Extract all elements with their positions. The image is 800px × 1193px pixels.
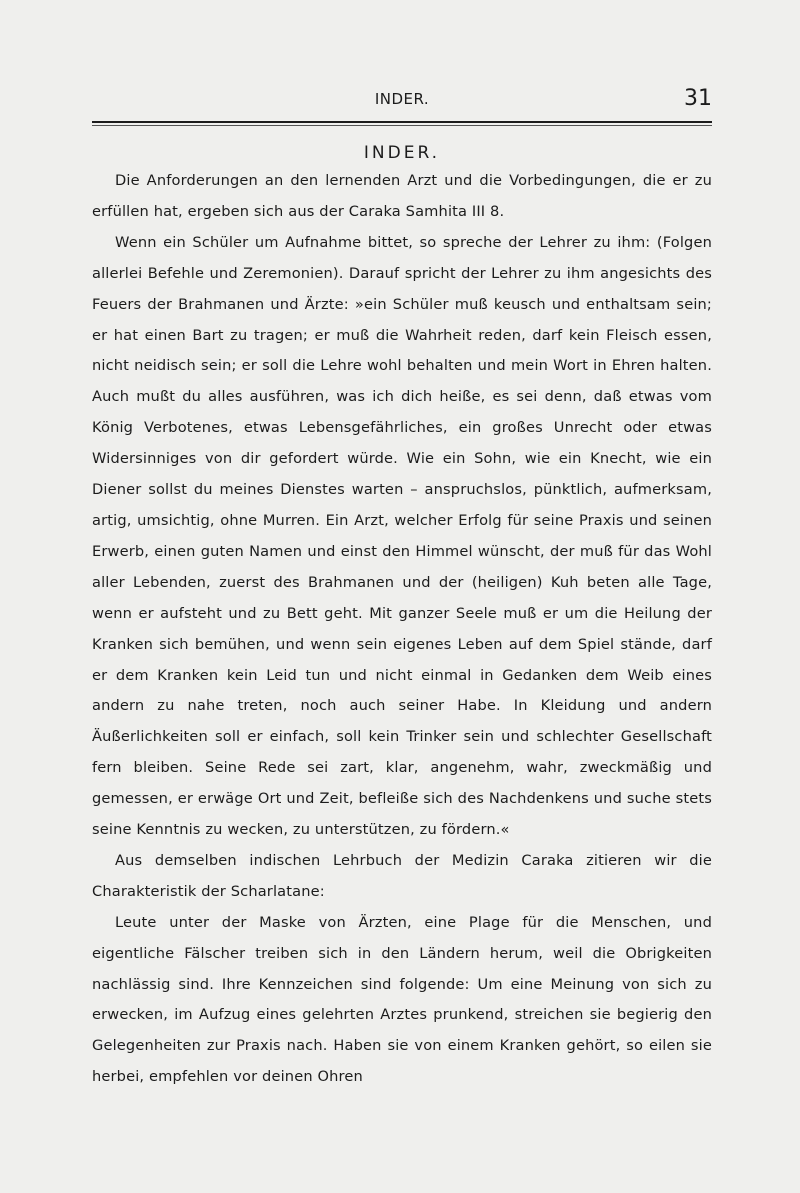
paragraph: Die Anforderungen an den lernenden Arzt und die Vorbedingungen, die er zu erfüllen hat, ergeben sich aus der Caraka Samhita III 8. <box>92 172 712 220</box>
body-text <box>92 166 712 1093</box>
page-number: 31 <box>684 86 712 111</box>
paragraph: Leute unter der Maske von Ärzten, eine Plage für die Menschen, und eigentliche Fälscher treiben sich in den Ländern herum, weil die Obrigkeiten nachlässig sind. Ihre Kennzeichen sind folgende: Um eine Meinung von sich zu erwecken, im Aufzug eines gelehrten Arztes prunkend, streichen sie begierig den Gelegenheiten zur Praxis nach. Haben sie von einem Kranken gehört, so eilen sie herbei, empfehlen vor deinen Ohren <box>92 913 712 1086</box>
running-title: INDER. <box>374 90 430 108</box>
running-header <box>92 86 712 116</box>
chapter-title: INDER. <box>363 143 441 163</box>
paragraph: Wenn ein Schüler um Aufnahme bittet, so spreche der Lehrer zu ihm: (Folgen allerlei Befehle und Zeremonien). Darauf spricht der Lehrer zu ihm angesichts des Feuers der Brahmanen und Ärzte: »ein Schüler muß keusch und enthaltsam sein; er hat einen Bart zu tragen; er muß die Wahrheit reden, darf kein Fleisch essen, nicht neidisch sein; er soll die Lehre wohl behalten und mein Wort in Ehren halten. Auch mußt du alles ausführen, was ich dich heiße, es sei denn, daß etwas vom König Verbotenes, etwas Lebensgefährliches, ein großes Unrecht oder etwas Widersinniges von dir gefordert würde. Wie ein Sohn, wie ein Knecht, wie ein Diener sollst du meines Dienstes warten – anspruchslos, pünktlich, aufmerksam, artig, umsichtig, ohne Murren. Ein Arzt, welcher Erfolg für seine Praxis und seinen Erwerb, einen guten Namen und einst den Himmel wünscht, der muß für das Wohl aller Lebenden, zuerst des Brahmanen und der (heiligen) Kuh beten alle Tage, wenn er aufsteht und zu Bett geht. Mit ganzer Seele muß er um die Heilung der Kranken sich bemühen, und wenn sein eigenes Leben auf dem Spiel stände, darf er dem Kranken kein Leid tun und nicht einmal in Gedanken dem Weib eines andern zu nahe treten, noch auch seiner Habe. In Kleidung und andern Äußerlichkeiten soll er einfach, soll kein Trinker sein und schlechter Gesellschaft fern bleiben. Seine Rede sei zart, klar, angenehm, wahr, zweckmäßig und gemessen, er erwäge Ort und Zeit, befleiße sich des Nachdenkens und suche stets seine Kenntnis zu wecken, zu unterstützen, zu fördern.« <box>92 233 712 839</box>
header-rule-thin <box>92 125 712 126</box>
header-rule <box>92 121 712 123</box>
paragraph: Aus demselben indischen Lehrbuch der Medizin Caraka zitieren wir die Charakteristik der Scharlatane: <box>92 851 712 900</box>
